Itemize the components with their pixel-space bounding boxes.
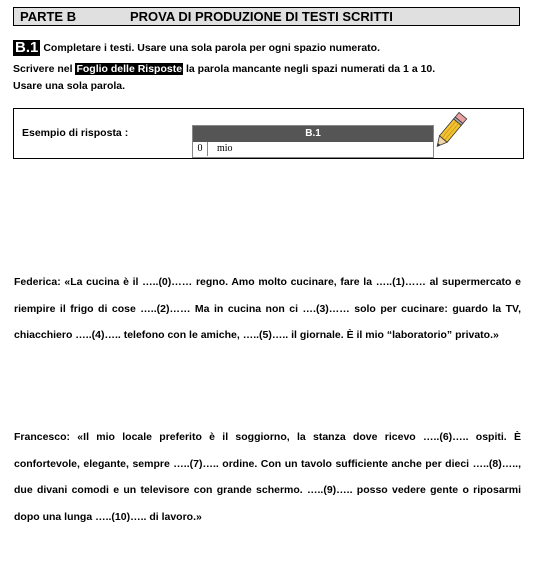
instruction-line-3: Usare una sola parola.: [13, 80, 126, 92]
example-box: [13, 108, 524, 159]
text-federica: Federica: «La cucina è il …..(0)…… regno. Amo molto cucinare, fare la …..(1)…… al supermercato e riempire il frigo di cose …..(2)…… Ma in cucina non ci ….(3)…… solo per cucinare: guardo la TV, chiacchiero …..(4)….. telefono con le amiche, …..(5)….. il giornale. È il mio “laboratorio” privato.»: [14, 276, 521, 341]
text-francesco: Francesco: «Il mio locale preferito è il soggiorno, la stanza dove ricevo …..(6)….. ospiti. È confortevole, elegante, sempre …..(7)….. ordine. Con un tavolo sufficiente anche per dieci …..(8)….., due divani comodi e un televisore con grande schermo. …..(9)….. posso vedere gente o riposarmi dopo una lunga …..(10)….. di lavoro.»: [14, 431, 521, 523]
instruction-line-2: [13, 63, 435, 75]
exercise-badge: B.1: [15, 39, 39, 56]
answer-sheet-highlight: Foglio delle Risposte: [76, 63, 183, 75]
pencil-icon: [432, 109, 468, 153]
example-answer-table: [192, 125, 434, 158]
instruction-text-2a: Scrivere nel: [13, 63, 76, 75]
part-label: PARTE B: [20, 9, 77, 24]
instruction-text-1: Completare i testi. Usare una sola parola per ogni spazio numerato.: [43, 42, 381, 54]
section-title: PROVA DI PRODUZIONE DI TESTI SCRITTI: [130, 9, 393, 24]
answer-table-header: B.1: [193, 126, 433, 142]
instruction-text-2b: la parola mancante negli spazi numerati da 1 a 10.: [183, 63, 436, 75]
instruction-line-1: [13, 40, 380, 56]
example-label: Esempio di risposta :: [22, 127, 129, 139]
answer-value: mio: [217, 143, 233, 154]
answer-number: 0: [193, 142, 208, 156]
section-header: [13, 7, 520, 26]
answer-row: [193, 142, 433, 156]
